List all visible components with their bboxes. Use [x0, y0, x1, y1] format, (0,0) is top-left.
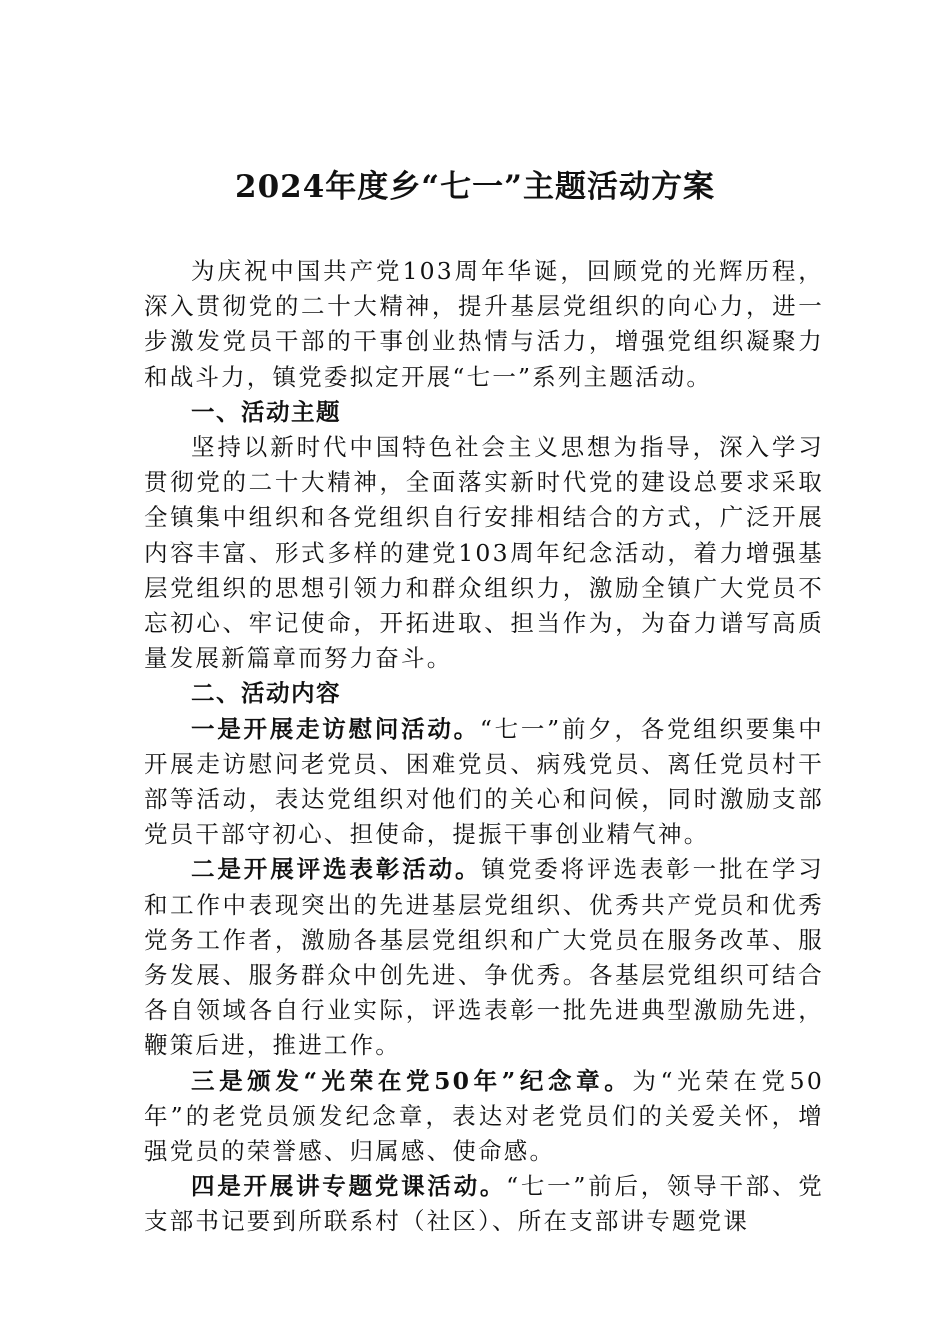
content-item-text: “七一”前夕，各党组织要集中开展走访慰问老党员、困难党员、病残党员、离任党员村干部等活动，表达党组织对他们的关心和问候，同时激励支部党员干部守初心、担使命，提振干事创业精气神。	[144, 714, 824, 849]
content-item-lead: 三是颁发“光荣在党50年”纪念章。	[191, 1066, 633, 1095]
document-title: 2024年度乡“七一”主题活动方案	[235, 169, 715, 205]
content-item-lead: 四是开展讲专题党课活动。	[191, 1172, 507, 1201]
content-item-text: 镇党委将评选表彰一批在学习和工作中表现突出的先进基层党组织、优秀共产党员和优秀党务工作者，激励各基层党组织和广大党员在服务改革、服务发展、服务群众中创先进、争优秀。各基层党组织可结合各自领域各自行业实际，评选表彰一批先进典型激励先进，鞭策后进，推进工作。	[144, 855, 824, 1060]
theme-paragraph: 坚持以新时代中国特色社会主义思想为指导，深入学习贯彻党的二十大精神，全面落实新时代党的建设总要求采取全镇集中组织和各党组织自行安排相结合的方式，广泛开展内容丰富、形式多样的建党103周年纪念活动，着力增强基层党组织的思想引领力和群众组织力，激励全镇广大党员不忘初心、牢记使命，开拓进取、担当作为，为奋力谱写高质量发展新篇章而努力奋斗。	[144, 433, 824, 673]
intro-paragraph: 为庆祝中国共产党103周年华诞，回顾党的光辉历程，深入贯彻党的二十大精神，提升基层党组织的向心力，进一步激发党员干部的干事创业热情与活力，增强党组织凝聚力和战斗力，镇党委拟定开展“七一”系列主题活动。	[144, 257, 824, 391]
content-item-lead: 一是开展走访慰问活动。	[191, 714, 480, 743]
content-item-text: 为“光荣在党50年”的老党员颁发纪念章，表达对老党员们的关爱关怀，增强党员的荣誉感、归属感、使命感。	[144, 1066, 824, 1166]
content-item-awards	[144, 852, 824, 1063]
section-heading-content: 二、活动内容	[191, 679, 341, 708]
section-heading-theme: 一、活动主题	[191, 397, 341, 426]
content-item-lectures	[144, 1169, 824, 1239]
content-item-visits	[144, 712, 824, 853]
content-item-medals	[144, 1064, 824, 1170]
content-item-lead: 二是开展评选表彰活动。	[191, 855, 482, 884]
content-item-text: “七一”前后，领导干部、党支部书记要到所联系村（社区）、所在支部讲专题党课	[144, 1172, 824, 1236]
document-body	[144, 254, 824, 1240]
